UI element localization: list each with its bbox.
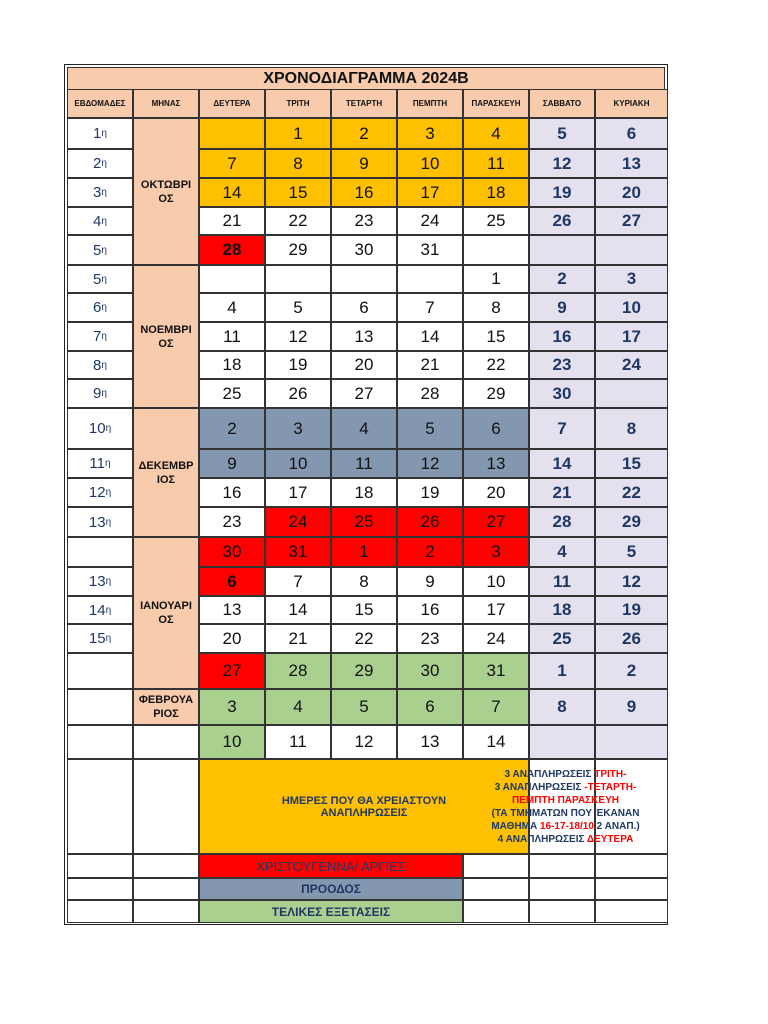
- week-number: [67, 567, 133, 596]
- day-cell: 26: [397, 507, 463, 537]
- week-suffix: η: [105, 604, 112, 616]
- day-cell: 30: [397, 653, 463, 689]
- day-cell: 13: [331, 322, 397, 351]
- week-number-value: 5: [93, 241, 102, 259]
- column-header: ΣΑΒΒΑΤΟ: [529, 89, 595, 118]
- week-suffix: η: [101, 273, 107, 285]
- legend-exams: ΤΕΛΙΚΕΣ ΕΞΕΤΑΣΕΙΣ: [199, 900, 463, 923]
- week-number-value: 7: [93, 328, 102, 345]
- day-cell: 7: [397, 293, 463, 322]
- week-number: [67, 478, 133, 507]
- weekend-day-cell: 4: [529, 537, 595, 567]
- legend-empty: [67, 854, 133, 878]
- weekend-day-cell: 26: [595, 624, 668, 653]
- weekend-day-cell: 15: [595, 449, 668, 478]
- month-label: [133, 537, 199, 689]
- column-header: ΕΒΔΟΜΑΔΕΣ: [67, 89, 133, 118]
- day-cell: 27: [463, 507, 529, 537]
- day-cell: 10: [199, 725, 265, 759]
- week-number-value: 1: [93, 125, 102, 142]
- day-cell: 10: [265, 449, 331, 478]
- day-cell: 9: [199, 449, 265, 478]
- notes-text: 4 ΑΝΑΠΛΗΡΩΣΕΙΣ: [497, 833, 587, 845]
- week-number: [67, 178, 133, 207]
- day-cell: 16: [331, 178, 397, 207]
- weekend-day-cell: 13: [595, 149, 668, 178]
- weekend-day-cell: [529, 235, 595, 265]
- day-cell: 26: [265, 379, 331, 408]
- weekend-day-cell: 12: [529, 149, 595, 178]
- day-cell: 6: [199, 567, 265, 596]
- week-number: [67, 235, 133, 265]
- week-number: [67, 149, 133, 178]
- week-number: [67, 624, 133, 653]
- day-cell: [463, 235, 529, 265]
- day-cell: 6: [463, 408, 529, 449]
- day-cell: 7: [265, 567, 331, 596]
- day-cell: 23: [397, 624, 463, 653]
- weekend-day-cell: [595, 235, 668, 265]
- day-cell: 7: [199, 149, 265, 178]
- month-label-text: ΦΕΒΡΟΥΑ ΡΙΟΣ: [134, 690, 198, 724]
- week-suffix: η: [105, 516, 112, 528]
- notes-line: [491, 820, 639, 833]
- weekend-day-cell: 12: [595, 567, 668, 596]
- weekend-day-cell: 8: [595, 408, 668, 449]
- legend-empty: [67, 759, 133, 854]
- day-cell: 25: [331, 507, 397, 537]
- day-cell: 8: [331, 567, 397, 596]
- month-label: [133, 265, 199, 408]
- weekend-day-cell: 11: [529, 567, 595, 596]
- day-cell: 15: [265, 178, 331, 207]
- weekend-day-cell: 29: [595, 507, 668, 537]
- day-cell: 23: [331, 207, 397, 235]
- weekend-day-cell: 21: [529, 478, 595, 507]
- day-cell: 9: [331, 149, 397, 178]
- day-cell: 3: [265, 408, 331, 449]
- day-cell: 22: [463, 351, 529, 379]
- day-cell: 12: [331, 725, 397, 759]
- notes-line: [512, 794, 619, 807]
- legend-empty: [529, 900, 595, 923]
- day-cell: 23: [199, 507, 265, 537]
- weekend-day-cell: 27: [595, 207, 668, 235]
- day-cell: 1: [463, 265, 529, 293]
- day-cell: 6: [331, 293, 397, 322]
- day-cell: 31: [463, 653, 529, 689]
- notes-text: ΔΕΥΤΕΡΑ: [586, 833, 634, 845]
- notes-text: ΤΡΙΤΗ-: [594, 768, 627, 780]
- week-suffix: η: [105, 633, 112, 644]
- weekend-day-cell: 7: [529, 408, 595, 449]
- day-cell: 14: [265, 596, 331, 624]
- day-cell: [265, 265, 331, 293]
- day-cell: 31: [265, 537, 331, 567]
- weekend-day-cell: [529, 725, 595, 759]
- day-cell: 10: [463, 567, 529, 596]
- legend-empty: [67, 900, 133, 923]
- makeup-notes: [463, 759, 668, 854]
- notes-text: ΠΕΜΠΤΗ ΠΑΡΑΣΚΕΥΗ: [512, 794, 619, 806]
- day-cell: 28: [199, 235, 265, 265]
- month-label: [133, 689, 199, 725]
- legend-empty: [463, 900, 529, 923]
- day-cell: 21: [397, 351, 463, 379]
- week-number-value: 2: [93, 155, 102, 172]
- day-cell: 13: [463, 449, 529, 478]
- day-cell: 16: [199, 478, 265, 507]
- month-label: [133, 118, 199, 265]
- day-cell: 22: [265, 207, 331, 235]
- legend-empty: [463, 878, 529, 900]
- weekend-day-cell: 1: [529, 653, 595, 689]
- day-cell: [331, 265, 397, 293]
- week-suffix: η: [105, 423, 112, 434]
- weekend-day-cell: 16: [529, 322, 595, 351]
- week-number: [67, 293, 133, 322]
- weekend-day-cell: 17: [595, 322, 668, 351]
- week-suffix: η: [105, 458, 111, 469]
- day-cell: 5: [397, 408, 463, 449]
- day-cell: 12: [265, 322, 331, 351]
- day-cell: 9: [397, 567, 463, 596]
- day-cell: 17: [463, 596, 529, 624]
- day-cell: 8: [265, 149, 331, 178]
- day-cell: 3: [199, 689, 265, 725]
- notes-text: 16-17-18/10: [539, 820, 594, 832]
- month-empty: [133, 725, 199, 759]
- week-suffix: η: [101, 302, 107, 313]
- week-suffix: η: [101, 359, 107, 371]
- month-label-text: ΝΟΕΜΒΡΙ ΟΣ: [134, 323, 198, 351]
- day-cell: 1: [331, 537, 397, 567]
- legend-empty: [133, 759, 199, 854]
- weekend-day-cell: 2: [529, 265, 595, 293]
- day-cell: 14: [463, 725, 529, 759]
- month-label-text: ΔΕΚΕΜΒΡ ΙΟΣ: [134, 459, 198, 487]
- week-suffix: η: [105, 576, 112, 587]
- week-number: [67, 408, 133, 449]
- week-suffix: η: [101, 215, 107, 227]
- notes-text: 3 ΑΝΑΠΛΗΡΩΣΕΙΣ: [504, 768, 595, 780]
- day-cell: 19: [397, 478, 463, 507]
- weekend-day-cell: 2: [595, 653, 668, 689]
- notes-text: (ΤΑ ΤΜΗΜΑΤΩΝ ΠΟΥ ΈΚΑΝΑΝ: [491, 807, 640, 819]
- week-number-value: 12: [88, 484, 106, 501]
- legend-holidays: ΧΡΙΣΤΟΥΓΕΝΝΑ/ ΑΡΓΙΕΣ: [199, 854, 463, 878]
- week-number-value: 3: [93, 184, 102, 201]
- day-cell: 17: [265, 478, 331, 507]
- weekend-day-cell: 9: [595, 689, 668, 725]
- week-suffix: η: [101, 331, 107, 342]
- day-cell: 22: [331, 624, 397, 653]
- day-cell: 29: [463, 379, 529, 408]
- notes-text: ΜΑΘΗΜΑ: [491, 820, 540, 832]
- week-suffix: η: [101, 187, 107, 198]
- notes-line: [492, 807, 640, 820]
- day-cell: 3: [463, 537, 529, 567]
- week-number: [67, 653, 133, 689]
- weekend-day-cell: 14: [529, 449, 595, 478]
- day-cell: 14: [397, 322, 463, 351]
- column-header: ΠΑΡΑΣΚΕΥΗ: [463, 89, 529, 118]
- day-cell: 4: [265, 689, 331, 725]
- legend-empty: [595, 878, 668, 900]
- day-cell: 1: [265, 118, 331, 149]
- weekend-day-cell: 19: [595, 596, 668, 624]
- week-number-value: 5: [93, 270, 102, 288]
- week-suffix: η: [101, 128, 107, 139]
- day-cell: 24: [397, 207, 463, 235]
- day-cell: 2: [199, 408, 265, 449]
- day-cell: 4: [331, 408, 397, 449]
- legend-empty: [133, 900, 199, 923]
- week-number: [67, 725, 133, 759]
- day-cell: 5: [265, 293, 331, 322]
- day-cell: 5: [331, 689, 397, 725]
- day-cell: 30: [331, 235, 397, 265]
- day-cell: 27: [331, 379, 397, 408]
- weekend-day-cell: 3: [595, 265, 668, 293]
- week-suffix: η: [101, 388, 107, 399]
- weekend-day-cell: 26: [529, 207, 595, 235]
- legend-empty: [529, 878, 595, 900]
- week-number-value: 8: [93, 356, 102, 374]
- day-cell: 28: [265, 653, 331, 689]
- weekend-day-cell: 6: [595, 118, 668, 149]
- weekend-day-cell: 28: [529, 507, 595, 537]
- notes-line: [495, 781, 637, 794]
- week-number: [67, 379, 133, 408]
- column-header: ΜΗΝΑΣ: [133, 89, 199, 118]
- column-header: ΤΕΤΑΡΤΗ: [331, 89, 397, 118]
- day-cell: 11: [265, 725, 331, 759]
- legend-empty: [595, 854, 668, 878]
- day-cell: 13: [199, 596, 265, 624]
- day-cell: 29: [265, 235, 331, 265]
- week-number-value: 15: [88, 630, 106, 647]
- legend-empty: [463, 854, 529, 878]
- day-cell: 19: [265, 351, 331, 379]
- weekend-day-cell: [595, 379, 668, 408]
- month-label: [133, 408, 199, 537]
- day-cell: 18: [463, 178, 529, 207]
- day-cell: 27: [199, 653, 265, 689]
- day-cell: 4: [463, 118, 529, 149]
- legend-empty: [133, 878, 199, 900]
- day-cell: 10: [397, 149, 463, 178]
- legend-empty: [133, 854, 199, 878]
- day-cell: [199, 265, 265, 293]
- weekend-day-cell: 25: [529, 624, 595, 653]
- day-cell: 7: [463, 689, 529, 725]
- legend-empty: [67, 878, 133, 900]
- week-number-value: 11: [89, 455, 105, 472]
- week-number-value: 13: [88, 513, 106, 531]
- day-cell: 18: [199, 351, 265, 379]
- day-cell: 29: [331, 653, 397, 689]
- day-cell: 21: [199, 207, 265, 235]
- weekend-day-cell: 5: [595, 537, 668, 567]
- weekend-day-cell: 5: [529, 118, 595, 149]
- day-cell: 25: [463, 207, 529, 235]
- weekend-day-cell: 18: [529, 596, 595, 624]
- day-cell: 15: [331, 596, 397, 624]
- week-number: [67, 351, 133, 379]
- week-number: [67, 118, 133, 149]
- weekend-day-cell: 30: [529, 379, 595, 408]
- legend-makeup-days: ΗΜΕΡΕΣ ΠΟΥ ΘΑ ΧΡΕΙΑΣΤΟΥΝ ΑΝΑΠΛΗΡΩΣΕΙΣ: [199, 759, 529, 854]
- week-suffix: η: [101, 158, 107, 169]
- month-label-text: ΙΑΝΟΥΑΡΙ ΟΣ: [134, 599, 198, 627]
- week-suffix: η: [105, 487, 112, 498]
- weekend-day-cell: 22: [595, 478, 668, 507]
- week-number: [67, 207, 133, 235]
- week-suffix: η: [101, 244, 107, 256]
- day-cell: 18: [331, 478, 397, 507]
- day-cell: 16: [397, 596, 463, 624]
- day-cell: 20: [331, 351, 397, 379]
- day-cell: 24: [463, 624, 529, 653]
- week-number-value: 6: [93, 299, 102, 316]
- day-cell: 3: [397, 118, 463, 149]
- day-cell: 24: [265, 507, 331, 537]
- notes-line: [505, 768, 627, 781]
- week-number: [67, 689, 133, 725]
- day-cell: 14: [199, 178, 265, 207]
- schedule-title: ΧΡΟΝΟΔΙΑΓΡΑΜΜΑ 2024Β: [67, 67, 665, 90]
- notes-line: [498, 833, 634, 846]
- weekend-day-cell: 20: [595, 178, 668, 207]
- day-cell: 2: [331, 118, 397, 149]
- day-cell: 2: [397, 537, 463, 567]
- week-number: [67, 449, 133, 478]
- schedule-sheet: [64, 64, 668, 925]
- legend-empty: [595, 900, 668, 923]
- week-number-value: 14: [88, 601, 106, 619]
- column-header: ΚΥΡΙΑΚΗ: [595, 89, 668, 118]
- weekend-day-cell: [595, 725, 668, 759]
- day-cell: 11: [463, 149, 529, 178]
- day-cell: 13: [397, 725, 463, 759]
- column-header: ΠΕΜΠΤΗ: [397, 89, 463, 118]
- day-cell: [199, 118, 265, 149]
- week-number: [67, 537, 133, 567]
- day-cell: 11: [199, 322, 265, 351]
- day-cell: 31: [397, 235, 463, 265]
- weekend-day-cell: 9: [529, 293, 595, 322]
- column-header: ΔΕΥΤΕΡΑ: [199, 89, 265, 118]
- day-cell: 28: [397, 379, 463, 408]
- weekend-day-cell: 10: [595, 293, 668, 322]
- notes-text: -ΤΕΤΑΡΤΗ-: [584, 781, 637, 793]
- day-cell: 25: [199, 379, 265, 408]
- week-number-value: 9: [93, 385, 102, 402]
- notes-text: 2 ΑΝΑΠ.): [593, 820, 640, 832]
- day-cell: 4: [199, 293, 265, 322]
- day-cell: 30: [199, 537, 265, 567]
- day-cell: 11: [331, 449, 397, 478]
- week-number-value: 4: [93, 212, 102, 230]
- legend-empty: [529, 854, 595, 878]
- day-cell: 15: [463, 322, 529, 351]
- weekend-day-cell: 19: [529, 178, 595, 207]
- day-cell: 17: [397, 178, 463, 207]
- week-number: [67, 507, 133, 537]
- week-number: [67, 265, 133, 293]
- day-cell: 21: [265, 624, 331, 653]
- day-cell: 8: [463, 293, 529, 322]
- day-cell: [397, 265, 463, 293]
- day-cell: 12: [397, 449, 463, 478]
- day-cell: 20: [463, 478, 529, 507]
- day-cell: 6: [397, 689, 463, 725]
- weekend-day-cell: 8: [529, 689, 595, 725]
- week-number-value: 10: [88, 420, 106, 437]
- column-header: ΤΡΙΤΗ: [265, 89, 331, 118]
- day-cell: 20: [199, 624, 265, 653]
- week-number: [67, 596, 133, 624]
- weekend-day-cell: 23: [529, 351, 595, 379]
- week-number: [67, 322, 133, 351]
- weekend-day-cell: 24: [595, 351, 668, 379]
- week-number-value: 13: [88, 573, 106, 590]
- notes-text: 3 ΑΝΑΠΛΗΡΩΣΕΙΣ: [494, 781, 585, 793]
- legend-progress: ΠΡΟΟΔΟΣ: [199, 878, 463, 900]
- month-label-text: ΟΚΤΩΒΡΙ ΟΣ: [134, 178, 198, 206]
